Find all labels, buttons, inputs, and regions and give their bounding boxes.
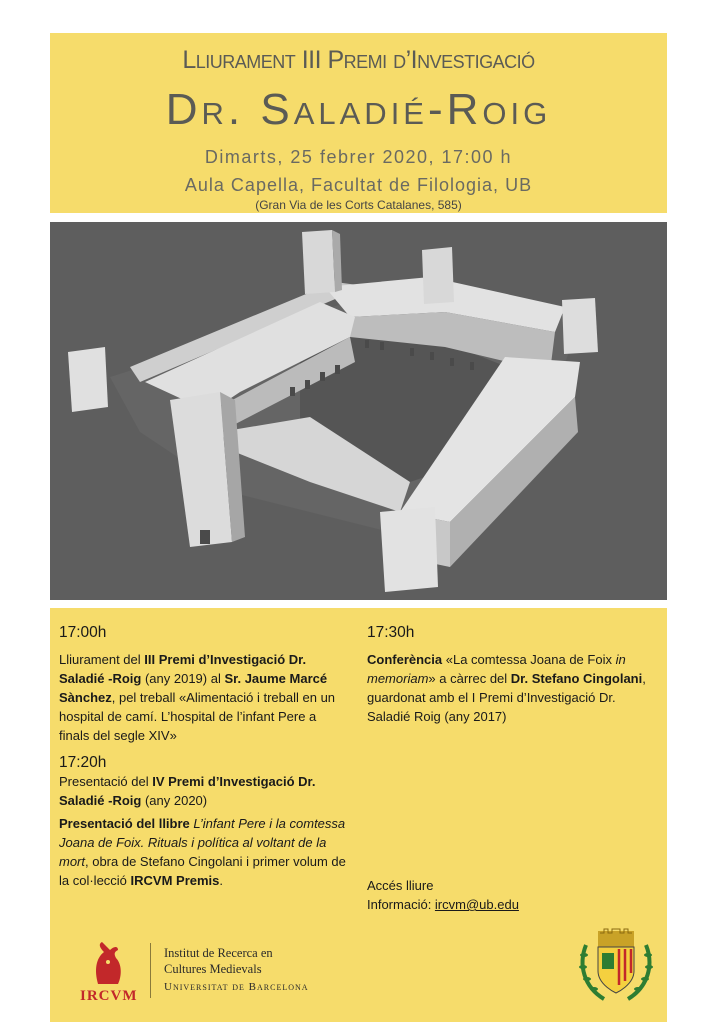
event-address: (Gran Via de les Corts Catalanes, 585) [255, 198, 462, 212]
header-banner [50, 33, 667, 213]
institute-logo-text [164, 945, 314, 995]
event-date: Dimarts, 25 febrer 2020, 17:00 h [204, 147, 513, 167]
conference-paragraph: Conferència «La comtessa Joana de Foix in memoriam» a càrrec del Dr. Stefano Cingolani, guardonat amb el I Premi d’Investigació Dr. Saladié Roig (any 2017) [367, 652, 646, 724]
event-venue: Aula Capella, Facultat de Filologia, UB [184, 175, 533, 195]
right-column [367, 623, 659, 726]
title-line2: Dr. Saladié-Roig [165, 85, 552, 134]
coat-of-arms-icon [574, 925, 658, 1005]
time-1700: 17:00h [59, 624, 107, 641]
presentation-paragraph: Presentació del IV Premi d’Investigació Dr. Saladié -Roig (any 2020) [59, 774, 316, 808]
book-paragraph: Presentació del llibre L’infant Pere i la comtessa Joana de Foix. Rituals i política al voltant de la mort, obra de Stefano Cingolani i primer volum de la col·lecció IRCVM Premis. [59, 816, 346, 888]
castle-3d-render-image [50, 222, 667, 600]
email-link[interactable]: ircvm@ub.edu [434, 897, 519, 912]
contact-line: Informació: ircvm@ub.edu [367, 897, 519, 912]
award-paragraph: Lliurament del III Premi d’Investigació Dr. Saladié -Roig (any 2019) al Sr. Jaume Marcé Sànchez, pel treball «Alimentació i treball en un hospital de camí. L’hospital de l’infant Pere a finals del segle XIV» [59, 652, 336, 743]
ircvm-wordmark: IRCVM [80, 988, 138, 1004]
institute-name: Institut de Recerca en Cultures Medievals [164, 946, 273, 976]
free-access: Accés lliure [367, 878, 434, 893]
time-1730: 17:30h [367, 624, 415, 641]
left-column [59, 623, 349, 890]
access-info [367, 876, 659, 914]
university-name: Universitat de Barcelona [164, 981, 309, 993]
ircvm-logo-icon [84, 940, 134, 988]
logo-divider [150, 943, 151, 998]
title-line1: Lliurament III Premi d’Investigació [182, 46, 535, 74]
time-1720: 17:20h [59, 754, 107, 771]
